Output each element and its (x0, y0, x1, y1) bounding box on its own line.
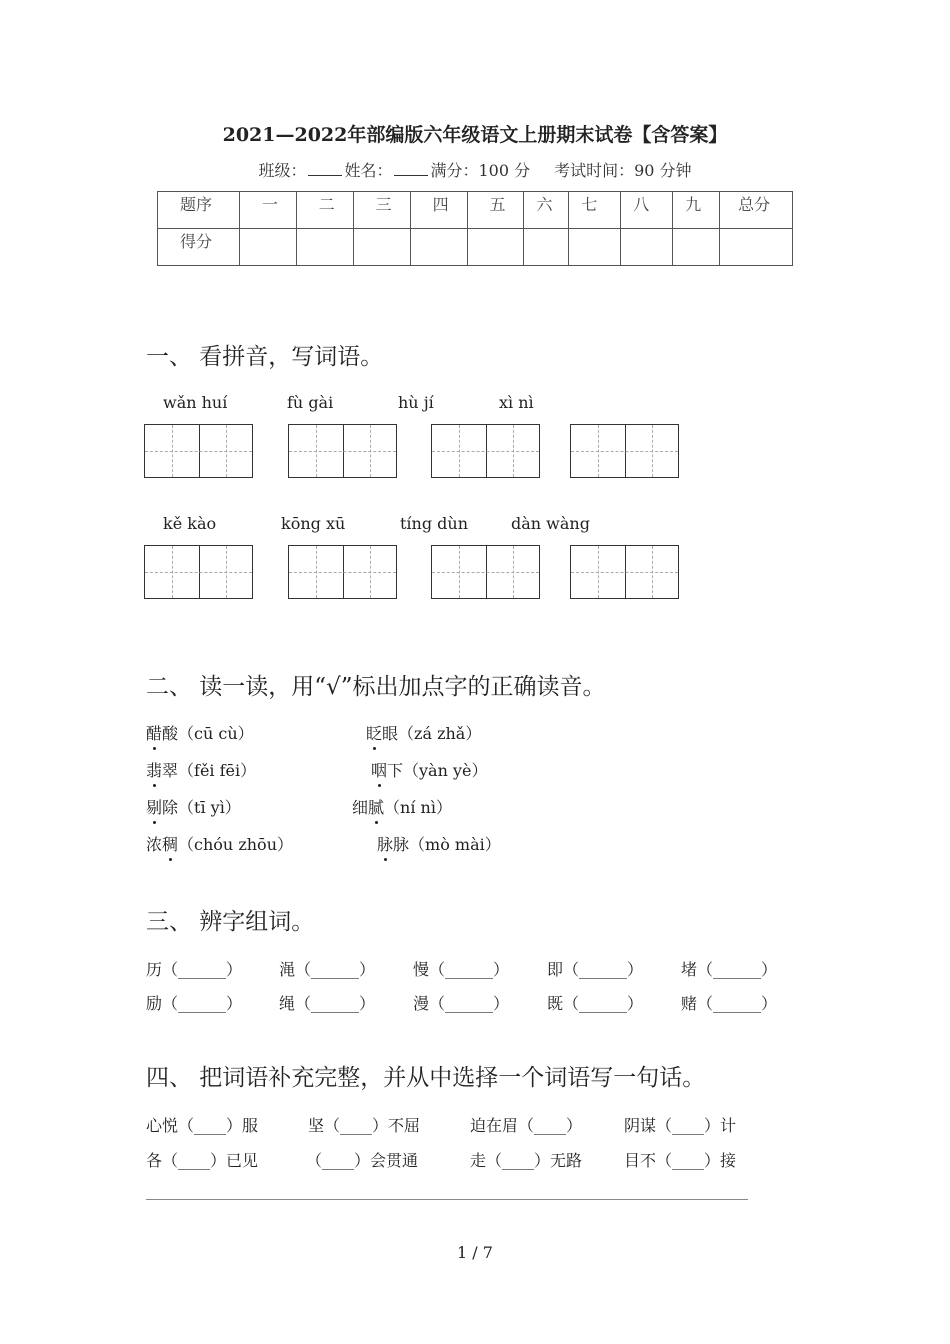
score-cell: 题序 (158, 192, 240, 229)
score-cell: 五 (467, 192, 524, 229)
score-cell: 总分 (720, 192, 793, 229)
section4-title: 四、 把词语补充完整，并从中选择一个词语写一句话。 (146, 1065, 706, 1091)
pinyin-label: dàn wàng (511, 514, 590, 533)
idiom-blank[interactable]: 坚（____）不屈 (308, 1116, 421, 1135)
score-cell: 九 (673, 192, 720, 229)
dotted-char: 稠 (162, 832, 178, 855)
exam-info (0, 158, 950, 181)
writing-grid[interactable] (144, 424, 253, 478)
reading-options: 脉（mò mài） (393, 835, 501, 854)
reading-options: 除（tī yì） (162, 798, 241, 817)
reading-item[interactable] (146, 832, 293, 855)
page-title: 2021—2022年部编版六年级语文上册期末试卷【含答案】 (222, 124, 728, 146)
writing-grid[interactable] (431, 424, 540, 478)
word-blank[interactable]: 慢（______） (413, 960, 510, 979)
dotted-char: 脉 (377, 832, 393, 855)
score-input-cell[interactable] (410, 229, 467, 266)
idiom-blank[interactable]: （____）会贯通 (306, 1151, 419, 1170)
word-blank[interactable]: 绳（______） (279, 994, 376, 1013)
reading-options: 下（yàn yè） (387, 761, 488, 780)
writing-grid[interactable] (570, 545, 679, 599)
exam-time: 考试时间：90 分钟 (554, 161, 692, 180)
score-input-cell[interactable] (353, 229, 410, 266)
dotted-char: 翡 (146, 758, 162, 781)
answer-line[interactable] (146, 1199, 748, 1200)
page-number: 1 / 7 (457, 1243, 493, 1262)
score-input-cell[interactable] (720, 229, 793, 266)
reading-options: （chóu zhōu） (178, 835, 293, 854)
idiom-blank[interactable]: 目不（____）接 (624, 1151, 737, 1170)
score-cell: 三 (353, 192, 410, 229)
score-cell: 八 (621, 192, 673, 229)
reading-options: （ní nì） (384, 798, 452, 817)
reading-item[interactable] (146, 795, 241, 818)
word-blank[interactable]: 漫（______） (413, 994, 510, 1013)
score-cell: 七 (569, 192, 621, 229)
reading-options: 翠（fěi fēi） (162, 761, 257, 780)
section3-title: 三、 辨字组词。 (146, 909, 315, 935)
name-label: 姓名： (344, 161, 393, 180)
word-blank[interactable]: 渑（______） (279, 960, 376, 979)
plain-char: 细 (352, 798, 369, 817)
class-blank (308, 161, 342, 176)
writing-grid[interactable] (144, 545, 253, 599)
score-input-cell[interactable] (296, 229, 353, 266)
name-blank (394, 161, 428, 176)
dotted-char: 咽 (371, 758, 387, 781)
section1-title: 一、 看拼音，写词语。 (146, 344, 384, 370)
score-row-label: 得分 (158, 229, 240, 266)
pinyin-label: xì nì (499, 393, 534, 412)
class-label: 班级： (258, 161, 307, 180)
score-input-cell[interactable] (621, 229, 673, 266)
reading-item[interactable] (371, 758, 488, 781)
score-cell: 六 (524, 192, 569, 229)
writing-grid[interactable] (431, 545, 540, 599)
reading-item[interactable] (377, 832, 501, 855)
reading-item[interactable] (146, 758, 256, 781)
full-score: 满分：100 分 (430, 161, 531, 180)
score-table (157, 191, 793, 266)
word-blank[interactable]: 赌（______） (681, 994, 778, 1013)
word-blank[interactable]: 堵（______） (681, 960, 778, 979)
dotted-char: 腻 (368, 795, 384, 818)
idiom-blank[interactable]: 各（____）已见 (146, 1151, 259, 1170)
score-input-cell[interactable] (239, 229, 296, 266)
pinyin-label: fù gài (287, 393, 334, 412)
idiom-blank[interactable]: 心悦（____）服 (146, 1116, 259, 1135)
pinyin-label: kōng xū (281, 514, 346, 533)
pinyin-label: kě kào (163, 514, 217, 533)
dotted-char: 眨 (366, 721, 382, 744)
reading-item[interactable] (366, 721, 481, 744)
plain-char: 浓 (146, 835, 163, 854)
writing-grid[interactable] (570, 424, 679, 478)
score-input-cell[interactable] (569, 229, 621, 266)
reading-options: 眼（zá zhǎ） (382, 724, 482, 743)
score-input-cell[interactable] (467, 229, 524, 266)
score-input-cell[interactable] (673, 229, 720, 266)
pinyin-label: tíng dùn (400, 514, 469, 533)
dotted-char: 醋 (146, 721, 162, 744)
score-cell: 二 (296, 192, 353, 229)
pinyin-label: wǎn huí (163, 393, 228, 412)
writing-grid[interactable] (288, 424, 397, 478)
score-table-header-row (158, 192, 793, 229)
reading-item[interactable] (146, 721, 254, 744)
score-input-cell[interactable] (524, 229, 569, 266)
section2-title: 二、 读一读，用“√”标出加点字的正确读音。 (146, 674, 606, 700)
writing-grid[interactable] (288, 545, 397, 599)
pinyin-label: hù jí (398, 393, 434, 412)
idiom-blank[interactable]: 阴谋（____）计 (624, 1116, 737, 1135)
idiom-blank[interactable]: 迫在眉（____） (470, 1116, 583, 1135)
word-blank[interactable]: 即（______） (547, 960, 644, 979)
idiom-blank[interactable]: 走（____）无路 (470, 1151, 583, 1170)
dotted-char: 剔 (146, 795, 162, 818)
word-blank[interactable]: 历（______） (146, 960, 243, 979)
word-blank[interactable]: 既（______） (547, 994, 644, 1013)
reading-item[interactable] (352, 795, 452, 818)
score-cell: 一 (239, 192, 296, 229)
reading-options: 酸（cū cù） (162, 724, 254, 743)
score-cell: 四 (410, 192, 467, 229)
word-blank[interactable]: 励（______） (146, 994, 243, 1013)
score-table-score-row (158, 229, 793, 266)
